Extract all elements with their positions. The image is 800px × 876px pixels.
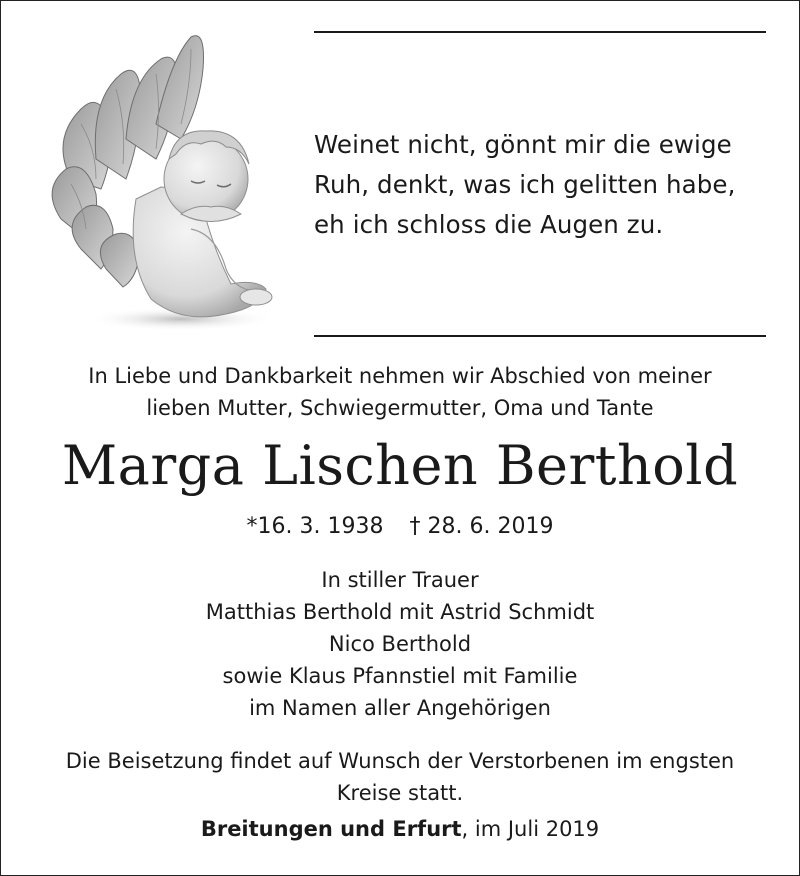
mourners-line: In stiller Trauer: [321, 568, 479, 592]
sleeping-angel-image: [41, 29, 276, 334]
poem-line: Weinet nicht, gönnt mir die ewige: [314, 130, 732, 159]
top-rule: [314, 31, 766, 33]
death-date: † 28. 6. 2019: [409, 514, 554, 539]
mourners-line: im Namen aller Angehörigen: [249, 696, 551, 720]
poem-line: eh ich schloss die Augen zu.: [314, 210, 664, 239]
mourners-list: [1, 564, 799, 724]
poem: [314, 125, 784, 245]
notice-date: , im Juli 2019: [461, 817, 600, 841]
deceased-name: Marga Lischen Berthold: [61, 434, 739, 497]
life-dates: [1, 512, 799, 542]
mourners-line: Matthias Berthold mit Astrid Schmidt: [205, 600, 595, 624]
place-and-date: [1, 813, 799, 845]
places: Breitungen und Erfurt: [200, 817, 462, 841]
poem-line: Ruh, denkt, was ich gelitten habe,: [314, 170, 736, 199]
mourners-line: sowie Klaus Pfannstiel mit Familie: [222, 664, 578, 688]
farewell-intro: [1, 360, 799, 424]
intro-line: lieben Mutter, Schwiegermutter, Oma und Tante: [146, 396, 654, 420]
funeral-line: Kreise statt.: [336, 781, 464, 805]
funeral-line: Die Beisetzung findet auf Wunsch der Verstorbenen im engsten: [65, 749, 735, 773]
intro-line: In Liebe und Dankbarkeit nehmen wir Abschied von meiner: [88, 364, 712, 388]
bottom-rule: [314, 335, 766, 337]
funeral-notice: [1, 745, 799, 809]
mourners-line: Nico Berthold: [328, 632, 472, 656]
birth-date: *16. 3. 1938: [246, 514, 384, 539]
